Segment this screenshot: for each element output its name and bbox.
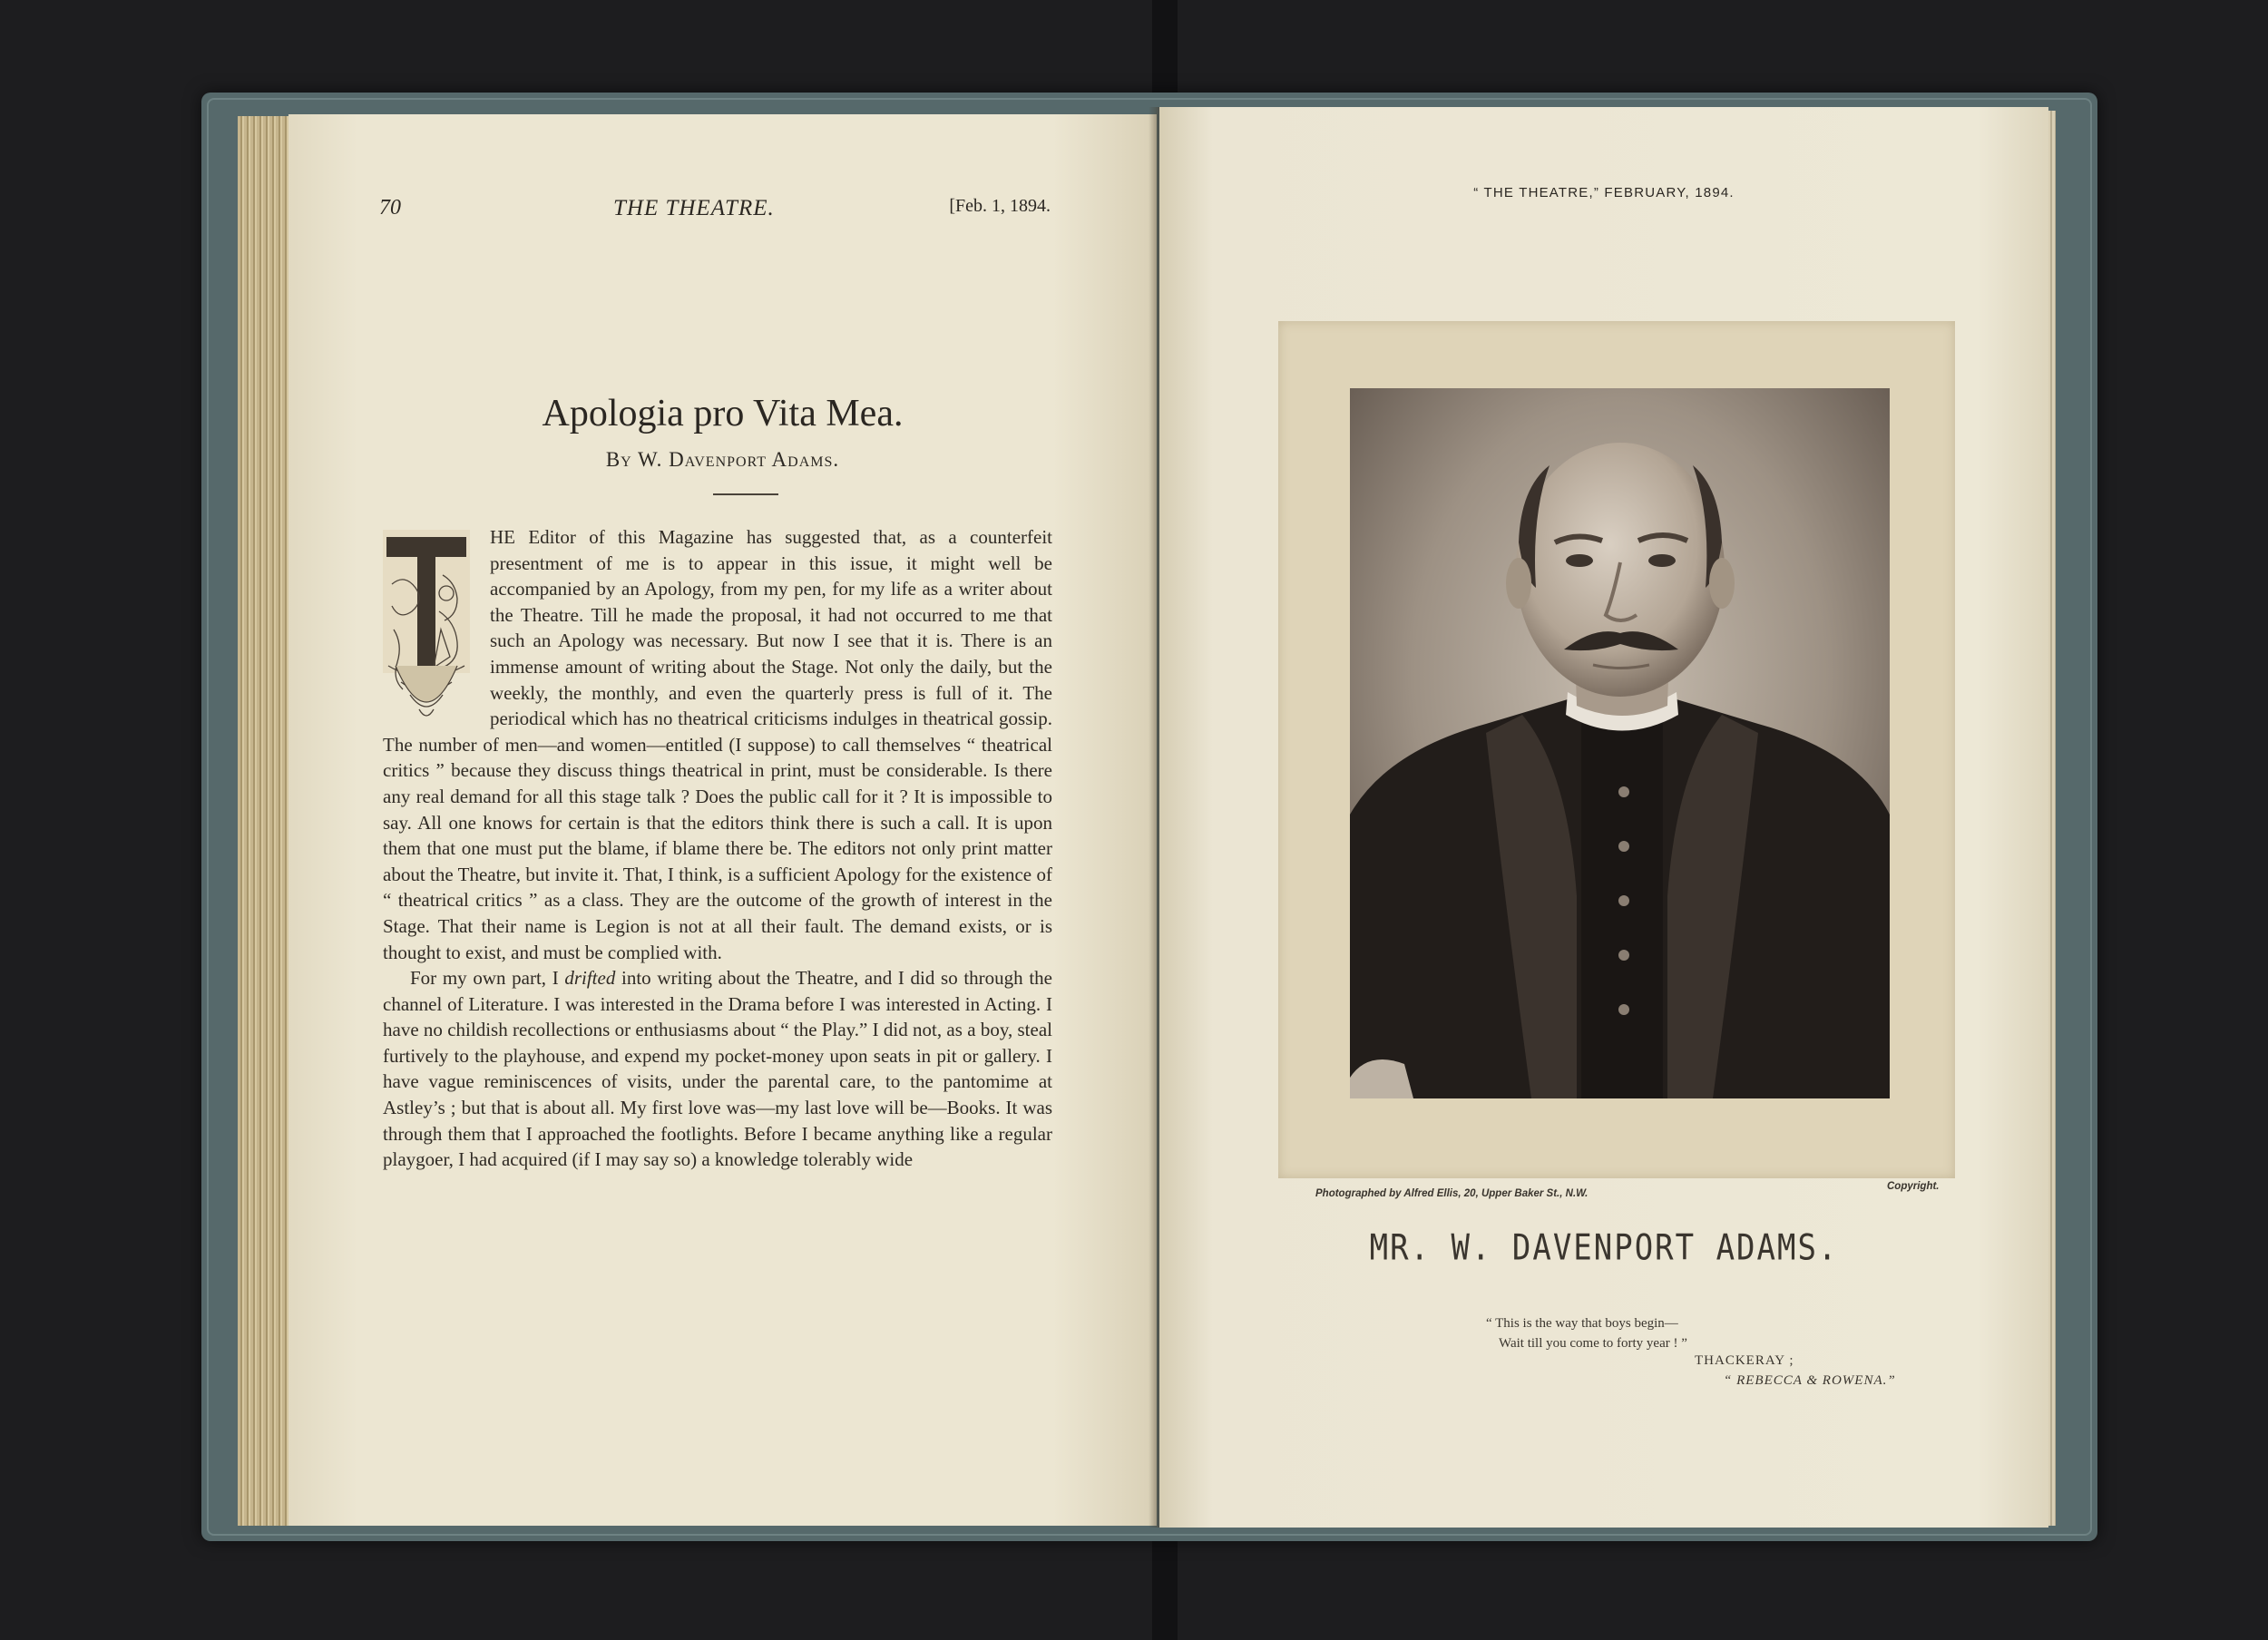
running-date: [Feb. 1, 1894. — [949, 196, 1051, 216]
page-number: 70 — [379, 196, 401, 220]
epigraph-line-2: Wait till you come to forty year ! ” — [1499, 1336, 1687, 1351]
drop-cap-letter: T — [423, 555, 424, 556]
plate-running-head: “ THE THEATRE,” FEBRUARY, 1894. — [1473, 185, 1735, 200]
portrait-photograph — [1350, 388, 1890, 1098]
running-title: THE THEATRE. — [613, 196, 775, 220]
paragraph-2-emphasis: drifted — [564, 967, 616, 990]
epigraph-source: “ REBECCA & ROWENA.” — [1724, 1373, 1896, 1388]
paragraph-2-rest: into writing about the Theatre, and I did so through the channel of Literature. I was interested in the Drama before I was interested in Acting. I have no childish recollections or enthusiasms about “ the Play.” I did not, as a boy, steal furtively to the playhouse, and expend my pocket-money upon seats in pit or gallery. I have vague reminiscences of visits, under the parental care, to the pantomime at Astley’s ; but that is about all. My first love was—my last love will be—Books. It was through them that I approached the footlights. Before I became anything like a regular playgoer, I had acquired (if I may say so) a knowledge tolerably wide — [383, 967, 1052, 1171]
paragraph-1: HE Editor of this Magazine has suggested that, as a counterfeit presentment of me is to appear in this issue, it might well be accompanied by an Apology, from my pen, for my life as a writer about the Theatre. Till he made the proposal, it had not occurred to me that such an Apology was necessary. But now I see that it is. There is an immense amount of writing about the Stage. Not only the daily, but the weekly, the monthly, and even the quarterly press is full of it. The periodical which has no theatrical criticisms indulges in theatrical gossip. The number of men—and women—entitled (I suppose) to call themselves “ theatrical critics ” because they discuss things theatrical in print, must be considerable. Is there any real demand for all this stage talk ? Does the public call for it ? It is impossible to say. All one knows for certain is that the editors think there is such a call. It is upon them that one must put the blame, if blame there be. The editors not only print matter about the Theatre, but invite it. That, I think, is a sufficient Apology for the existence of “ theatrical critics ” as a class. They are the outcome of the growth of interest in the Stage. That their name is Legion is not at all their fault. The demand exists, or is thought to exist, and must be complied with. — [383, 526, 1052, 963]
photo-credit: Photographed by Alfred Ellis, 20, Upper Baker St., N.W. — [1315, 1188, 1589, 1199]
left-page — [288, 114, 1157, 1526]
paragraph-2 — [383, 965, 1052, 1173]
copyright-notice: Copyright. — [1887, 1181, 1940, 1192]
epigraph-line-1: “ This is the way that boys begin— — [1486, 1316, 1678, 1331]
right-page — [1159, 107, 2048, 1528]
article-body — [383, 524, 1052, 1173]
epigraph-author: THACKERAY ; — [1695, 1353, 1794, 1368]
title-divider — [713, 493, 778, 495]
article-title: Apologia pro Vita Mea. — [542, 393, 904, 434]
epigraph — [1486, 1313, 1687, 1353]
sitter-name: MR. W. DAVENPORT ADAMS. — [1369, 1227, 1839, 1269]
byline: By W. Davenport Adams. — [605, 448, 840, 471]
paragraph-2-start: For my own part, I — [410, 967, 559, 990]
